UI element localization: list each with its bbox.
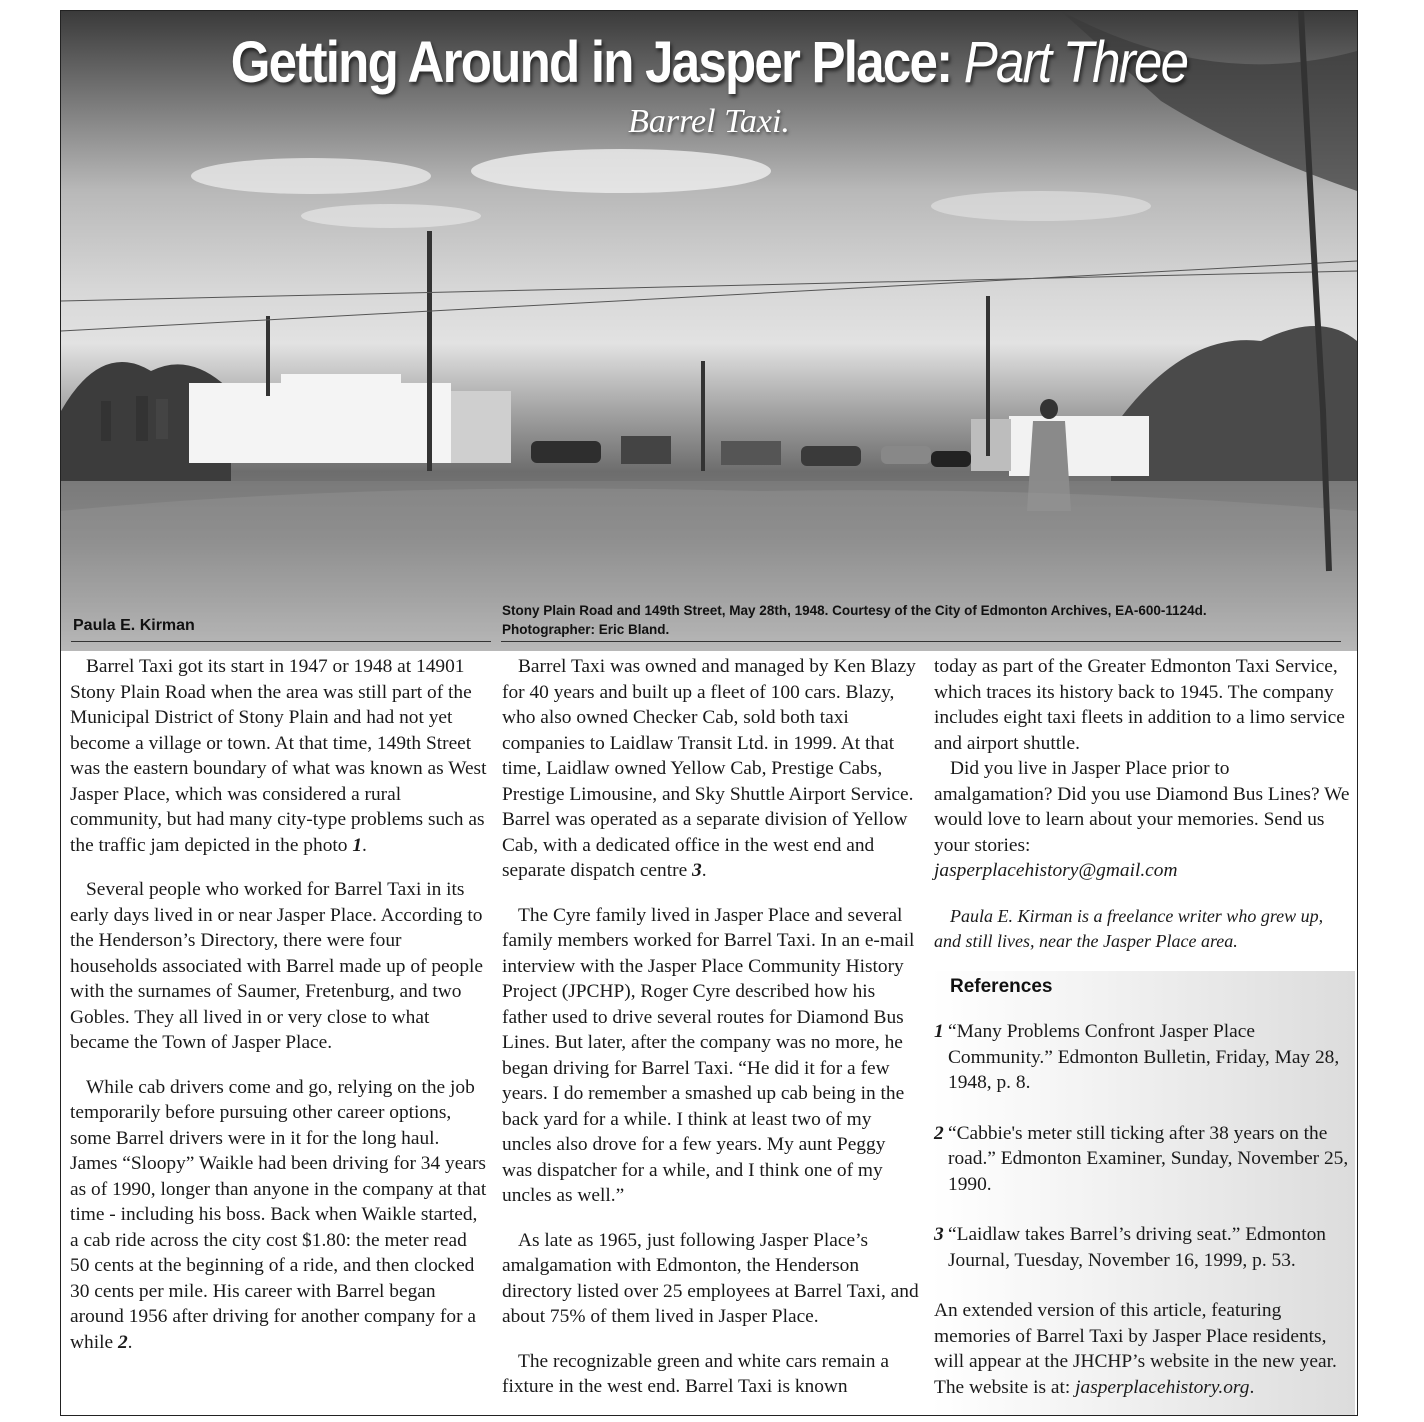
reference-marker: 3 <box>692 860 702 881</box>
references-heading: References <box>950 976 1053 997</box>
paragraph: The Cyre family lived in Jasper Place and several family members worked for Barrel Taxi. In an e-mail interview with the Jasper Place Community History Project (JPCHP), Roger Cyre described how his father used to drive several routes for Diamond Bus Lines. But later, after the company was no more, he began driving for Barrel Taxi. “He did it for a few years. I do remember a smashed up cab being in the back yard for a while. I think at least two of my uncles also drove for a few years. My aunt Peggy was dispatcher for a while, and I think one of my uncles as well.” <box>502 904 915 1206</box>
paragraph: The recognizable green and white cars remain a fixture in the west end. Barrel Taxi is known <box>502 1350 889 1397</box>
paragraph: Barrel Taxi was owned and managed by Ken Blazy for 40 years and built up a fleet of 100 cars. Blazy, who also owned Checker Cab, sold both taxi companies to Laidlaw Transit Ltd. in 1999. At that time, Laidlaw owned Yellow Cab, Prestige Cabs, Prestige Limousine, and Sky Shuttle Airport Service. Barrel was operated as a separate division of Yellow Cab, with a dedicated office in the west end and separate dispatch centre 3. <box>502 656 916 881</box>
title-part: Part Three <box>963 30 1188 95</box>
website-link[interactable]: jasperplacehistory.org <box>1075 1376 1250 1398</box>
article-subtitle: Barrel Taxi. <box>628 103 790 140</box>
photo-caption <box>502 601 1342 639</box>
reference-text: “Many Problems Confront Jasper Place Community.” Edmonton Bulletin, Friday, May 28, 1948, p. 8. <box>948 1021 1340 1093</box>
paragraph: While cab drivers come and go, relying on the job temporarily before pursuing other career options, some Barrel drivers were in it for the long haul. James “Sloopy” Waikle had been driving for 34 years as of 1990, longer than anyone in the company at that time - including his boss. Back when Waikle started, a cab ride across the city cost $1.80: the meter read 50 cents at the beginning of a ride, and then clocked 30 cents per mile. His career with Barrel began around 1956 after driving for another company for a while 2. <box>70 1076 487 1353</box>
paragraph-text: Barrel Taxi got its start in 1947 or 1948 at 14901 Stony Plain Road when the area was still part of the Municipal District of Stony Plain and had not yet become a village or town. At that time, 149th Street was the eastern boundary of what was known as West Jasper Place, which was considered a rural community, but had many city-type problems such as the traffic jam depicted in the photo <box>70 656 487 856</box>
title-main: Getting Around in Jasper Place: <box>230 30 952 95</box>
closing-note: An extended version of this article, featuring memories of Barrel Taxi by Jasper Place residents, will appear at the JHCHP’s website in the new year. The website is at: jasperplacehistory.org. <box>934 1300 1337 1398</box>
reference-item <box>934 1019 1354 1096</box>
text-column-3 <box>934 654 1352 954</box>
reference-text: “Laidlaw takes Barrel’s driving seat.” Edmonton Journal, Tuesday, November 16, 1999, p. 53. <box>948 1224 1327 1271</box>
caption-line-1: Stony Plain Road and 149th Street, May 28th, 1948. Courtesy of the City of Edmonton Archives, EA-600-1124d. <box>502 603 1207 618</box>
paragraph-text: Barrel Taxi was owned and managed by Ken Blazy for 40 years and built up a fleet of 100 cars. Blazy, who also owned Checker Cab, sold both taxi companies to Laidlaw Transit Ltd. in 1999. At that time, Laidlaw owned Yellow Cab, Prestige Cabs, Prestige Limousine, and Sky Shuttle Airport Service. Barrel was operated as a separate division of Yellow Cab, with a dedicated office in the west end and separate dispatch centre <box>502 656 916 881</box>
reference-number: 3 <box>934 1224 944 1245</box>
author-bio: Paula E. Kirman is a freelance writer who grew up, and still lives, near the Jasper Place area. <box>934 905 1324 951</box>
reference-marker: 1 <box>352 834 363 856</box>
caption-line-2: Photographer: Eric Bland. <box>502 622 670 637</box>
closing-text: An extended version of this article, featuring memories of Barrel Taxi by Jasper Place residents, will appear at the JHCHP’s website in the new year. The website is at: <box>934 1300 1337 1398</box>
paragraph-text: While cab drivers come and go, relying on the job temporarily before pursuing other career options, some Barrel drivers were in it for the long haul. James “Sloopy” Waikle had been driving for 34 years as of 1990, longer than anyone in the company at that time - including his boss. Back when Waikle started, a cab ride across the city cost $1.80: the meter read 50 cents at the beginning of a ride, and then clocked 30 cents per mile. His career with Barrel began around 1956 after driving for another company for a while <box>70 1076 487 1353</box>
contact-email[interactable]: jasperplacehistory@gmail.com <box>934 860 1178 881</box>
reference-number: 2 <box>934 1122 944 1144</box>
caption-divider <box>501 641 1341 642</box>
historic-street-photo <box>61 11 1357 651</box>
paragraph: Barrel Taxi got its start in 1947 or 1948 at 14901 Stony Plain Road when the area was still part of the Municipal District of Stony Plain and had not yet become a village or town. At that time, 149th Street was the eastern boundary of what was known as West Jasper Place, which was considered a rural community, but had many city-type problems such as the traffic jam depicted in the photo 1. <box>70 656 487 856</box>
reference-item <box>934 1121 1354 1198</box>
paragraph: today as part of the Greater Edmonton Taxi Service, which traces its history back to 1945. The company includes eight taxi fleets in addition to a limo service and airport shuttle. <box>934 656 1345 754</box>
paragraph: As late as 1965, just following Jasper Place’s amalgamation with Edmonton, the Henderson directory listed over 25 employees at Barrel Taxi, and about 75% of them lived in Jasper Place. <box>502 1229 919 1327</box>
paragraph: Several people who worked for Barrel Taxi in its early days lived in or near Jasper Place. According to the Henderson’s Directory, there were four households associated with Barrel made up of people with the surnames of Saumer, Fretenburg, and two Gobles. They all lived in or very close to what became the Town of Jasper Place. <box>70 879 484 1053</box>
references-list <box>934 1019 1354 1298</box>
author-byline: Paula E. Kirman <box>73 617 195 634</box>
article-page <box>60 10 1358 1416</box>
text-column-2 <box>502 654 920 1400</box>
byline-divider <box>71 641 491 642</box>
reference-number: 1 <box>934 1021 944 1042</box>
reference-text: “Cabbie's meter still ticking after 38 years on the road.” Edmonton Examiner, Sunday, November 25, 1990. <box>948 1122 1349 1195</box>
reference-item <box>934 1222 1354 1273</box>
paragraph: Did you live in Jasper Place prior to amalgamation? Did you use Diamond Bus Lines? We would love to learn about your memories. Send us your stories: <box>934 758 1350 856</box>
reference-marker: 2 <box>117 1331 128 1353</box>
text-column-1 <box>70 654 490 1355</box>
article-title <box>139 29 1279 96</box>
